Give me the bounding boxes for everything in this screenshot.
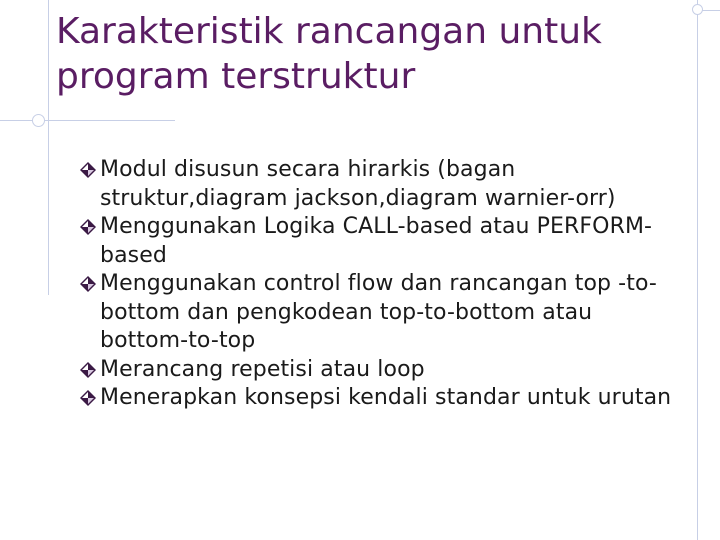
corner-ring-ornament [692, 4, 703, 15]
bullet-text: Menggunakan control flow dan rancangan top -to-bottom dan pengkodean top-to-bottom atau bottom-to-top [100, 271, 657, 353]
bullet-text: Merancang repetisi atau loop [100, 356, 425, 382]
frame-line-left [48, 0, 49, 295]
diamond-bullet-icon [80, 390, 96, 406]
diamond-bullet-icon [80, 162, 96, 178]
bullet-text: Menggunakan Logika CALL-based atau PERFORM-based [100, 214, 653, 268]
bullet-item [78, 356, 678, 385]
bullet-text: Modul disusun secara hirarkis (bagan struktur,diagram jackson,diagram warnier-orr) [100, 157, 616, 211]
bullet-item [78, 156, 678, 213]
diamond-bullet-icon [80, 362, 96, 378]
bullet-item [78, 270, 678, 356]
bullet-text: Menerapkan konsepsi kendali standar untuk urutan [100, 385, 672, 410]
diamond-bullet-icon [80, 276, 96, 292]
bullet-item [78, 384, 678, 413]
diamond-bullet-icon [80, 219, 96, 235]
bullet-list [78, 156, 678, 413]
bullet-item [78, 213, 678, 270]
title-ring-ornament [32, 114, 45, 127]
title-underline [0, 120, 175, 121]
slide-title: Karakteristik rancangan untuk program terstruktur [56, 11, 602, 97]
frame-line-right [697, 0, 698, 540]
